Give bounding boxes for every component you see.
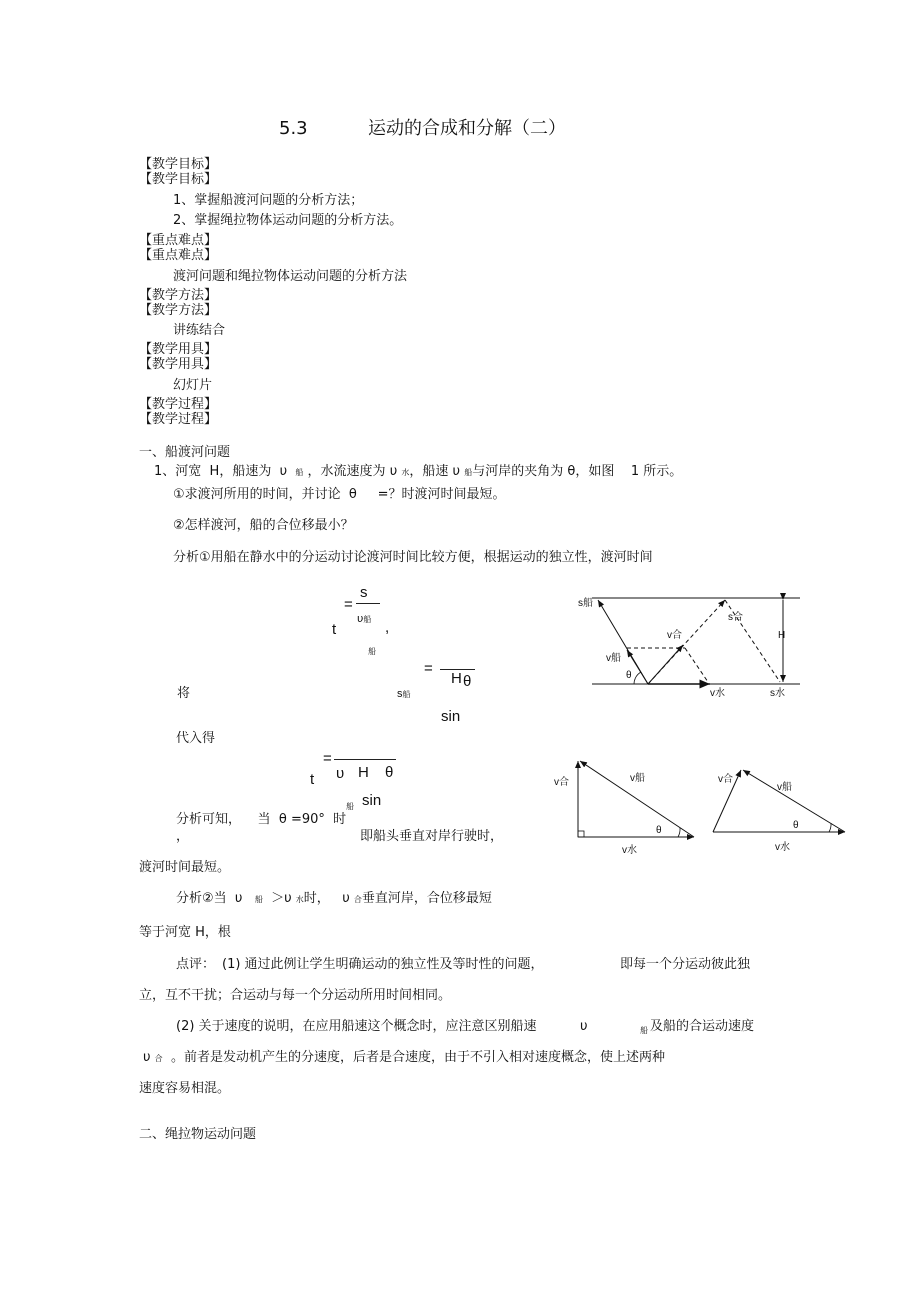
right-angle-mark	[578, 831, 584, 837]
label-s-water: s水	[770, 688, 785, 699]
figure-3-oblique-triangle	[705, 762, 855, 862]
formula2-theta: θ	[463, 673, 472, 690]
formula3-theta: θ	[385, 764, 394, 781]
formula3-subscript: 船	[346, 802, 354, 811]
formula3-equals: =	[323, 750, 332, 767]
fig3-label-theta: θ	[793, 820, 799, 831]
comment-2-end: 速度容易相混。	[139, 1081, 231, 1096]
formula2-sin: sin	[441, 708, 461, 725]
comment-1-cont: 立，互不干扰；合运动与每一个分运动所用时间相同。	[139, 988, 452, 1003]
formula1-numerator: s	[360, 584, 368, 601]
analysis-1: 分析①用船在静水中的分运动讨论渡河时间比较方便，根据运动的独立性，渡河时间	[173, 550, 653, 565]
fig2-label-v-boat: v船	[630, 773, 645, 784]
heading-tools-repeat: 【教学用具】	[139, 357, 218, 372]
part2-heading: 二、绳拉物运动问题	[139, 1127, 257, 1142]
heading-key-repeat: 【重点难点】	[139, 248, 218, 263]
analysis-2-cont: 等于河宽 H，根	[139, 925, 231, 940]
label-H: H	[778, 630, 786, 641]
formula2-equals: =	[424, 660, 433, 677]
fig2-label-v-water: v水	[622, 845, 637, 856]
fig2-label-theta: θ	[656, 825, 662, 836]
formula2-s: s船	[397, 688, 411, 700]
label-s-boat: s船	[578, 598, 593, 609]
part1-heading: 一、船渡河问题	[139, 445, 231, 460]
comment-2-v: υ	[580, 1019, 588, 1034]
label-v-combined: v合	[667, 630, 682, 641]
fig3-label-v-combined: v合	[718, 774, 733, 785]
comment-2-text-end: 及船的合运动速度	[650, 1019, 755, 1034]
analysis-2: 分析②当 υ 船 ＞υ 水时， υ 合垂直河岸，合位移最短	[176, 891, 492, 906]
heading-goals: 【教学目标】	[139, 157, 218, 172]
formula3-v: υ	[336, 765, 345, 782]
formula3-H: H	[358, 764, 369, 781]
formula1-denominator: υ船	[357, 612, 372, 625]
heading-goals-repeat: 【教学目标】	[139, 172, 218, 187]
label-theta: θ	[626, 670, 632, 681]
v-combined-arrow	[648, 645, 683, 684]
figure-1-river-diagram	[570, 588, 810, 708]
theta-arc-2	[678, 828, 680, 837]
heading-process-repeat: 【教学过程】	[139, 412, 218, 427]
goal-item-1: 1、掌握船渡河问题的分析方法；	[173, 193, 364, 208]
fig3-theta-arc	[829, 823, 831, 832]
comment-2-v-sub: 船	[640, 1026, 648, 1035]
fig3-label-v-boat: v船	[777, 782, 792, 793]
label-v-water: v水	[710, 688, 725, 699]
formula1-t: t	[332, 621, 337, 638]
comment-1-text: (1) 通过此例让学生明确运动的独立性及等时性的问题，	[222, 957, 544, 972]
comment-1-label: 点评：	[176, 957, 216, 972]
heading-method-repeat: 【教学方法】	[139, 303, 218, 318]
comment-2-cont: υ 合 。前者是发动机产生的分速度，后者是合速度，由于不引入相对速度概念，使上述两种	[143, 1050, 665, 1065]
theta-arc	[634, 672, 641, 684]
dashed-parallel-side	[685, 648, 708, 682]
question-1: ①求渡河所用的时间，并讨论 θ =？时渡河时间最短。	[173, 487, 506, 502]
formula2-H: H	[451, 670, 462, 687]
formula1-equals: =	[344, 596, 353, 613]
tools-text: 幻灯片	[173, 378, 213, 393]
heading-process: 【教学过程】	[139, 397, 218, 412]
fig3-label-v-water: v水	[775, 842, 790, 853]
conclusion-comma: ，	[176, 829, 190, 844]
page-title: 运动的合成和分解（二）	[368, 118, 566, 139]
heading-tools: 【教学用具】	[139, 342, 218, 357]
problem-1-line: 1、河宽 H，船速为 υ 船 ，水流速度为 υ 水，船速 υ 船与河岸的夹角为 θ，如图 1 所示。	[154, 464, 683, 479]
heading-key: 【重点难点】	[139, 233, 218, 248]
section-number: 5.3	[279, 118, 308, 139]
formula3-sin: sin	[362, 792, 382, 809]
method-text: 讲练结合	[173, 323, 226, 338]
formula1-fraction-bar	[356, 603, 380, 604]
comment-2-text: (2) 关于速度的说明，在应用船速这个概念时，应注意区别船速	[176, 1019, 537, 1034]
key-text: 渡河问题和绳拉物体运动问题的分析方法	[173, 269, 408, 284]
conclusion-3: 渡河时间最短。	[139, 860, 231, 875]
conclusion-2: 即船头垂直对岸行驶时，	[360, 829, 504, 844]
formula1-comma: ,	[385, 619, 390, 636]
formula1-subscript: 船	[368, 647, 376, 656]
text-jiang: 将	[177, 686, 191, 701]
label-s-combined: s合	[728, 612, 743, 623]
formula3-fraction-bar	[334, 759, 396, 760]
text-dairu: 代入得	[176, 731, 216, 746]
question-2: ②怎样渡河，船的合位移最小？	[173, 518, 354, 533]
figure-2-right-triangle	[552, 755, 702, 865]
conclusion-1: 分析可知， 当 θ =90° 时	[176, 812, 347, 827]
label-v-boat: v船	[606, 653, 621, 664]
comment-1-text-end: 即每一个分运动彼此独	[620, 957, 751, 972]
goal-item-2: 2、掌握绳拉物体运动问题的分析方法。	[173, 213, 403, 228]
formula3-t: t	[310, 771, 315, 788]
fig2-label-v-combined: v合	[554, 777, 569, 788]
heading-method: 【教学方法】	[139, 288, 218, 303]
